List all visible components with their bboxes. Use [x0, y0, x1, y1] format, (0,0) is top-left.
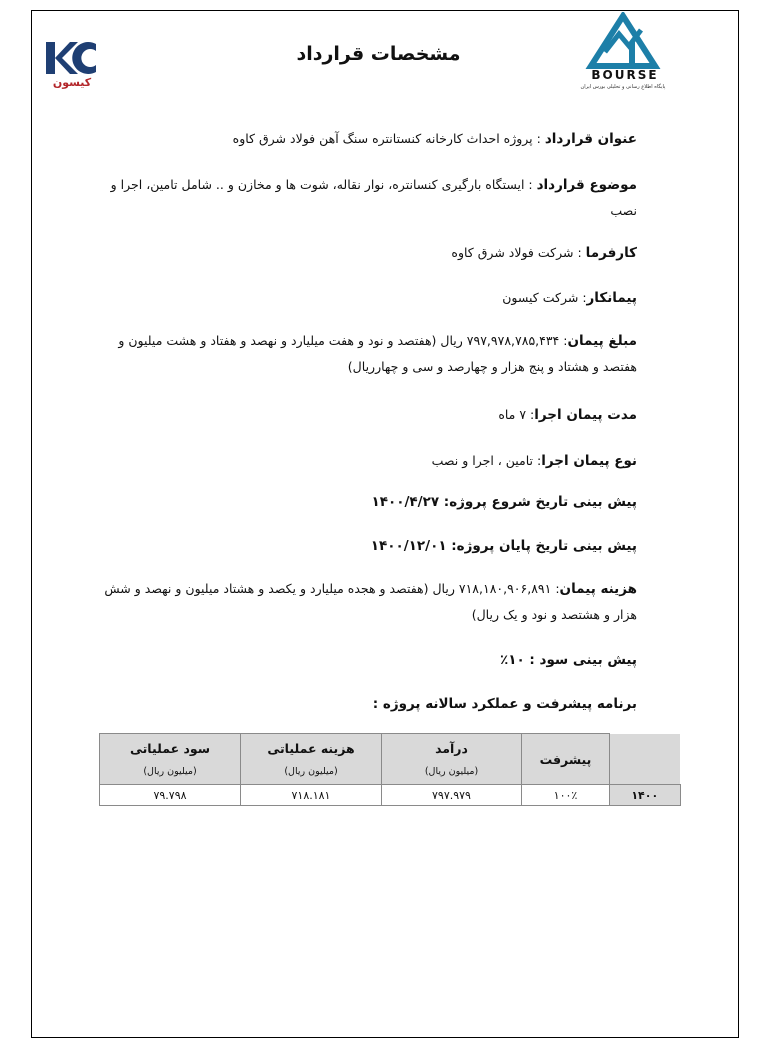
page-title: مشخصات قرارداد: [296, 43, 461, 65]
field-label: نوع پیمان اجرا: [541, 453, 637, 469]
field-value: شرکت فولاد شرق کاوه: [451, 245, 574, 260]
field-employer: [97, 240, 637, 266]
bourse-logo-mark: [577, 12, 669, 72]
field-sep: :: [446, 538, 457, 554]
table-cell-profit: ۷۹.۷۹۸: [100, 785, 241, 806]
field-label: مبلغ پیمان: [567, 333, 637, 349]
field-sep: :: [524, 177, 537, 192]
field-contract-type: [97, 448, 637, 474]
field-sep: :: [578, 290, 587, 305]
field-value: شرکت کیسون: [502, 290, 579, 305]
field-label: عنوان قرارداد: [544, 131, 637, 147]
field-value: ۷۹۷,۹۷۸,۷۸۵,۴۳۴ ریال (هفتصد و نود و هفت میلیارد و نهصد و هفتاد و هشت میلیون و هفتصد و هشتاد و پنج هزار و چهارصد و سی و چهارریال): [118, 333, 637, 374]
field-label: پیش بینی تاریخ پایان پروژه: [456, 538, 637, 554]
table-header: [382, 734, 522, 785]
field-sep: :: [526, 407, 535, 422]
field-label: مدت پیمان اجرا: [534, 407, 637, 423]
field-value: ۷ ماه: [498, 407, 527, 422]
field-contract-title: [97, 126, 637, 152]
field-sep: :: [573, 245, 586, 260]
field-value: ۱۴۰۰/۴/۲۷: [371, 494, 440, 510]
field-sep: :: [551, 581, 560, 596]
bourse-logo-word: BOURSE: [591, 68, 659, 82]
table-cell-year: ۱۴۰۰: [610, 785, 681, 806]
field-profit-forecast: [97, 648, 637, 673]
table-header-unit: (میلیون ریال): [424, 766, 479, 777]
field-value: ۱۰٪: [499, 652, 525, 668]
table-blank-cell: [610, 734, 681, 785]
field-contract-subject: [97, 172, 637, 223]
field-sep: :: [533, 453, 542, 468]
performance-table: [99, 733, 681, 806]
table-header-unit: (میلیون ریال): [143, 766, 197, 777]
table-header-label: هزینه عملیاتی: [267, 741, 355, 756]
field-end-date: [97, 534, 637, 559]
table-header-label: سود عملیاتی: [129, 741, 211, 756]
table-header-label: درآمد: [435, 741, 468, 756]
field-program-heading: [97, 691, 637, 717]
table-header: [100, 734, 241, 785]
table-cell-revenue: ۷۹۷.۹۷۹: [382, 785, 522, 806]
table-header-row: [100, 734, 681, 785]
field-contract-amount: [97, 328, 637, 379]
bourse-logo-caption: پایگاه اطلاع رسانی و تحلیلی بورس ایران: [580, 84, 666, 90]
field-value: ۷۱۸,۱۸۰,۹۰۶,۸۹۱ ریال (هفتصد و هجده میلیارد و یکصد و هشتاد میلیون و نهصد و شش هزار و هشتصد و نود و یک ریال): [104, 581, 637, 622]
table-cell-progress: ۱۰۰٪: [522, 785, 610, 806]
field-start-date: [97, 490, 637, 515]
field-sep: :: [524, 652, 540, 668]
field-label: هزینه پیمان: [559, 581, 637, 597]
field-value: تامین ، اجرا و نصب: [431, 453, 534, 468]
field-label: برنامه پیشرفت و عملکرد سالانه پروژه :: [372, 696, 637, 712]
field-sep: :: [532, 131, 545, 146]
field-value: ایستگاه بارگیری کنسانتره، نوار نقاله، شوت ها و مخازن و .. شامل تامین، اجرا و نصب: [110, 177, 637, 218]
field-label: موضوع قرارداد: [536, 177, 637, 193]
field-label: پیمانکار: [586, 290, 637, 306]
table-row: [100, 785, 681, 806]
kayson-logo-caption: کیسون: [52, 76, 92, 89]
field-label: کارفرما: [585, 245, 637, 261]
page-border: [31, 10, 739, 1038]
field-label: پیش بینی سود: [539, 652, 637, 668]
field-label: پیش بینی تاریخ شروع پروژه: [449, 494, 637, 510]
table-header: [241, 734, 382, 785]
field-value: ۱۴۰۰/۱۲/۰۱: [370, 538, 447, 554]
field-value: پروژه احداث کارخانه کنستانتره سنگ آهن فولاد شرق کاوه: [232, 131, 533, 146]
table-header: [522, 734, 610, 785]
field-sep: :: [559, 333, 568, 348]
table-cell-cost: ۷۱۸.۱۸۱: [241, 785, 382, 806]
table-header-unit: (میلیون ریال): [284, 766, 338, 777]
field-sep: :: [439, 494, 450, 510]
field-duration: [97, 402, 637, 428]
field-contractor: [97, 285, 637, 311]
table-header-label: پیشرفت: [539, 751, 592, 767]
field-contract-cost: [97, 576, 637, 627]
